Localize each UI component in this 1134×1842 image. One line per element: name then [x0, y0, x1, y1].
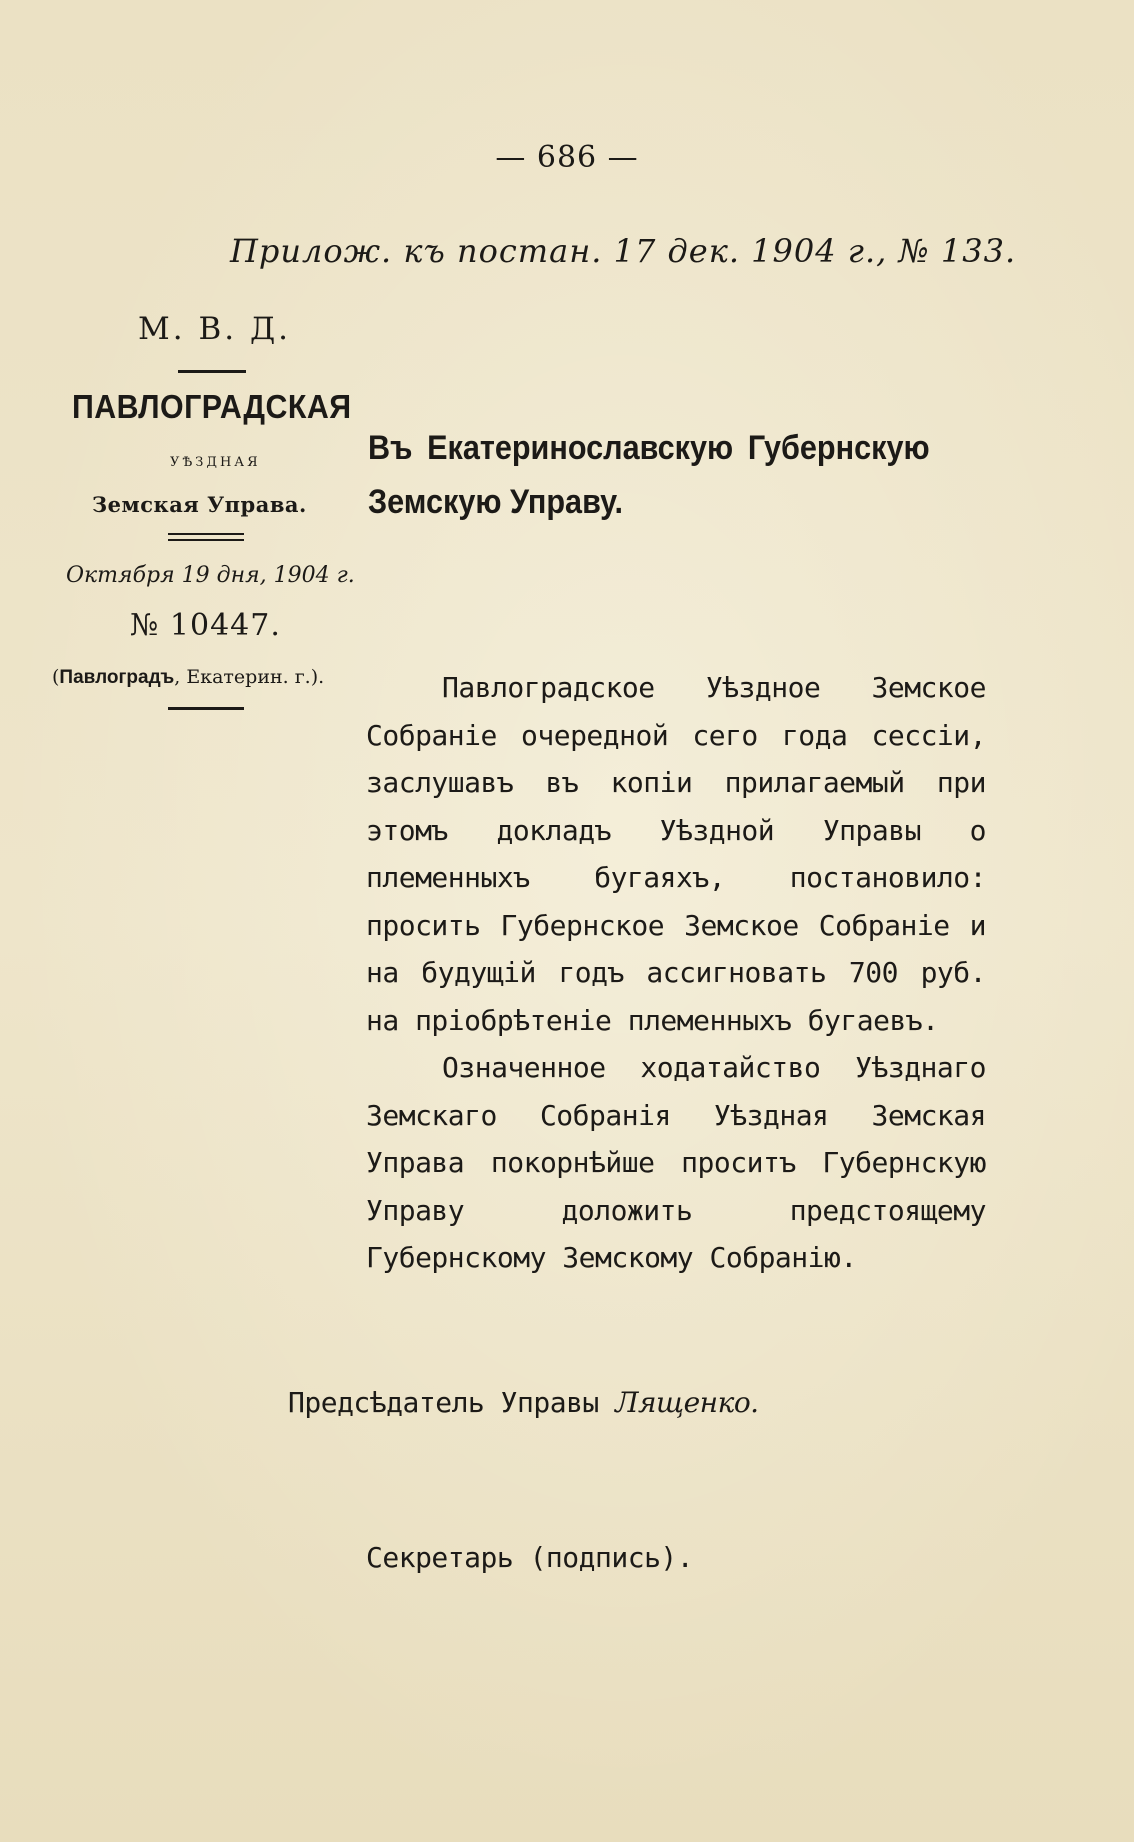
- page-number: — 686 —: [495, 140, 639, 175]
- document-number: № 10447.: [130, 608, 281, 643]
- secretary-signature-line: Секретарь (подпись).: [366, 1541, 694, 1574]
- place-province: , Екатерин. г.).: [174, 666, 325, 688]
- letter-body: [366, 664, 986, 1282]
- ministry-abbreviation: М. В. Д.: [138, 311, 291, 347]
- place-city: Павлоградъ: [59, 667, 175, 688]
- body-paragraph-2: Означенное ходатайство Уѣзднаго Земскаго Собранія Уѣздная Земская Управа покорнѣйше проситъ Губернскую Управу доложить предстоящему Губернскому Земскому Собранію.: [366, 1051, 986, 1274]
- header-divider-double-2: [168, 539, 244, 541]
- document-date: Октября 19 дня, 1904 г.: [66, 563, 355, 588]
- header-divider-top: [178, 370, 246, 373]
- chairman-signature-line: [288, 1386, 759, 1419]
- chairman-signature: Лященко.: [615, 1386, 759, 1419]
- document-place: (Павлоградъ, Екатерин. г.).: [52, 666, 325, 688]
- chairman-title: Предсѣдатель Управы: [288, 1386, 599, 1419]
- header-divider-double-1: [168, 533, 244, 535]
- body-paragraph-1: Павлоградское Уѣздное Земское Собраніе очередной сего года сессіи, заслушавъ въ копіи прилагаемый при этомъ докладъ Уѣздной Управы о племенныхъ бугаяхъ, постановило: просить Губернское Земское Собраніе и на будущій годъ ассигновать 700 руб. на пріобрѣтеніе племенныхъ бугаевъ.: [366, 671, 986, 1037]
- organization-type: УѢЗДНАЯ: [170, 455, 261, 470]
- addressee: Въ Екатеринославскую Губернскую Земскую Управу.: [368, 429, 930, 521]
- organization-board: Земская Управа.: [92, 492, 307, 517]
- attachment-note: Прилож. къ постан. 17 дек. 1904 г., № 133.: [230, 232, 1017, 270]
- organization-name: ПАВЛОГРАДСКАЯ: [72, 388, 352, 425]
- header-divider-bottom: [168, 707, 244, 710]
